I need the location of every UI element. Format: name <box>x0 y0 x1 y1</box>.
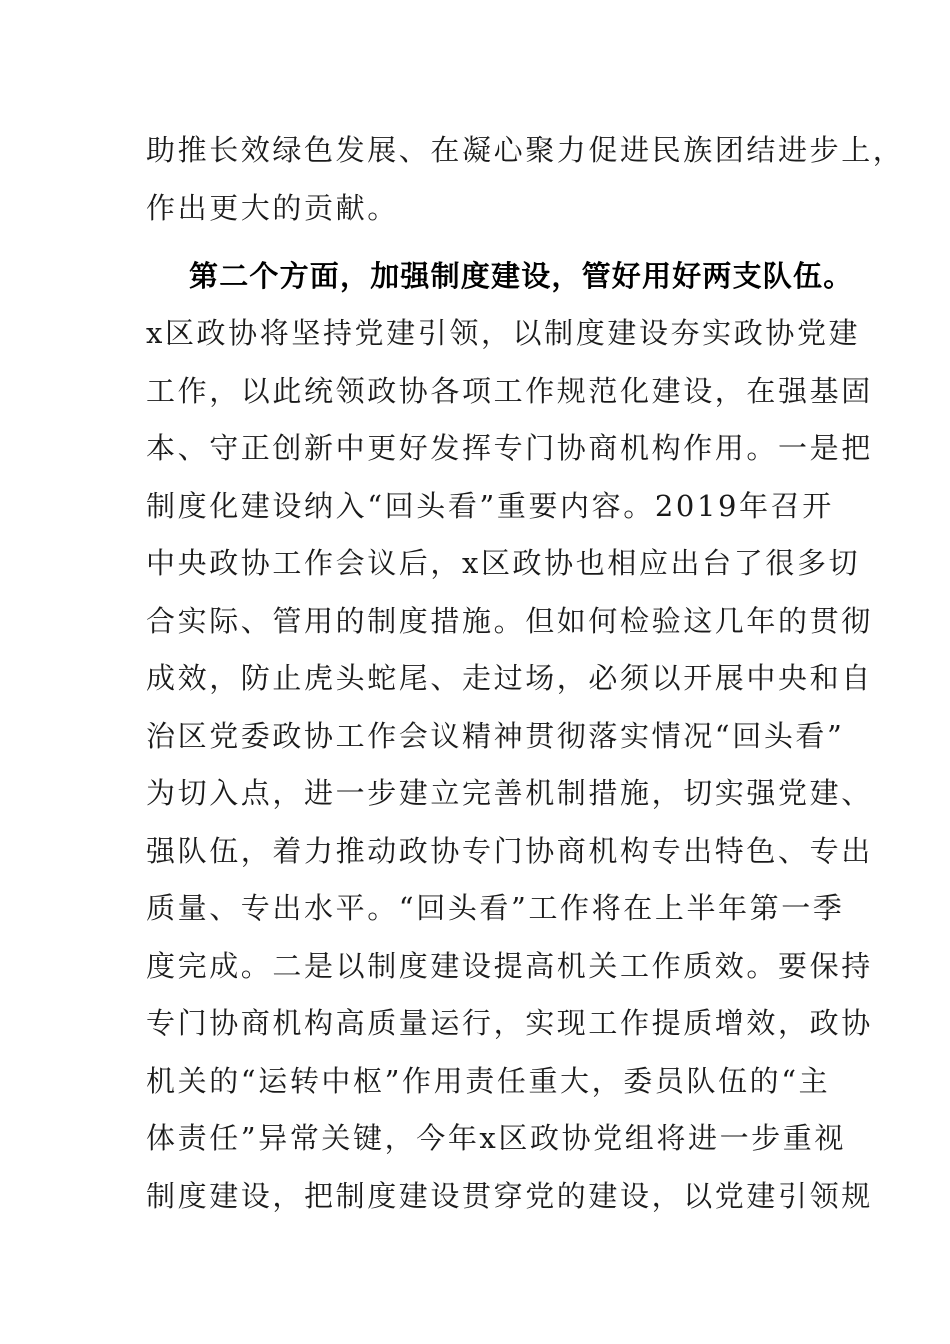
text-line-11: 治区党委政协工作会议精神贯彻落实情况“回头看” <box>146 719 845 753</box>
text-line-16: 专门协商机构高质量运行，实现工作提质增效，政协 <box>146 1006 873 1040</box>
section-heading: 第二个方面，加强制度建设，管好用好两支队伍。 <box>189 259 854 293</box>
text-line-4: x区政协将坚持党建引领，以制度建设夯实政协党建 <box>146 316 861 350</box>
text-line-9: 合实际、管用的制度措施。但如何检验这几年的贯彻 <box>146 604 873 638</box>
text-line-17: 机关的“运转中枢”作用责任重大，委员队伍的“主 <box>146 1064 831 1098</box>
text-line-8: 中央政协工作会议后，x区政协也相应出台了很多切 <box>146 546 861 580</box>
text-line-10: 成效，防止虎头蛇尾、走过场，必须以开展中央和自 <box>146 661 873 695</box>
text-line-15: 度完成。二是以制度建设提高机关工作质效。要保持 <box>146 949 873 983</box>
text-line-1: 助推长效绿色发展、在凝心聚力促进民族团结进步上， <box>146 133 905 167</box>
text-line-5: 工作，以此统领政协各项工作规范化建设，在强基固 <box>146 374 873 408</box>
text-line-6: 本、守正创新中更好发挥专门协商机构作用。一是把 <box>146 431 873 465</box>
text-line-7: 制度化建设纳入“回头看”重要内容。2019年召开 <box>146 489 834 523</box>
text-line-14: 质量、专出水平。“回头看”工作将在上半年第一季 <box>146 891 845 925</box>
text-line-12: 为切入点，进一步建立完善机制措施，切实强党建、 <box>146 776 873 810</box>
text-line-2: 作出更大的贡献。 <box>146 191 399 225</box>
text-line-19: 制度建设，把制度建设贯穿党的建设，以党建引领规 <box>146 1179 873 1213</box>
text-line-18: 体责任”异常关键，今年x区政协党组将进一步重视 <box>146 1121 846 1155</box>
text-line-13: 强队伍，着力推动政协专门协商机构专出特色、专出 <box>146 834 873 868</box>
